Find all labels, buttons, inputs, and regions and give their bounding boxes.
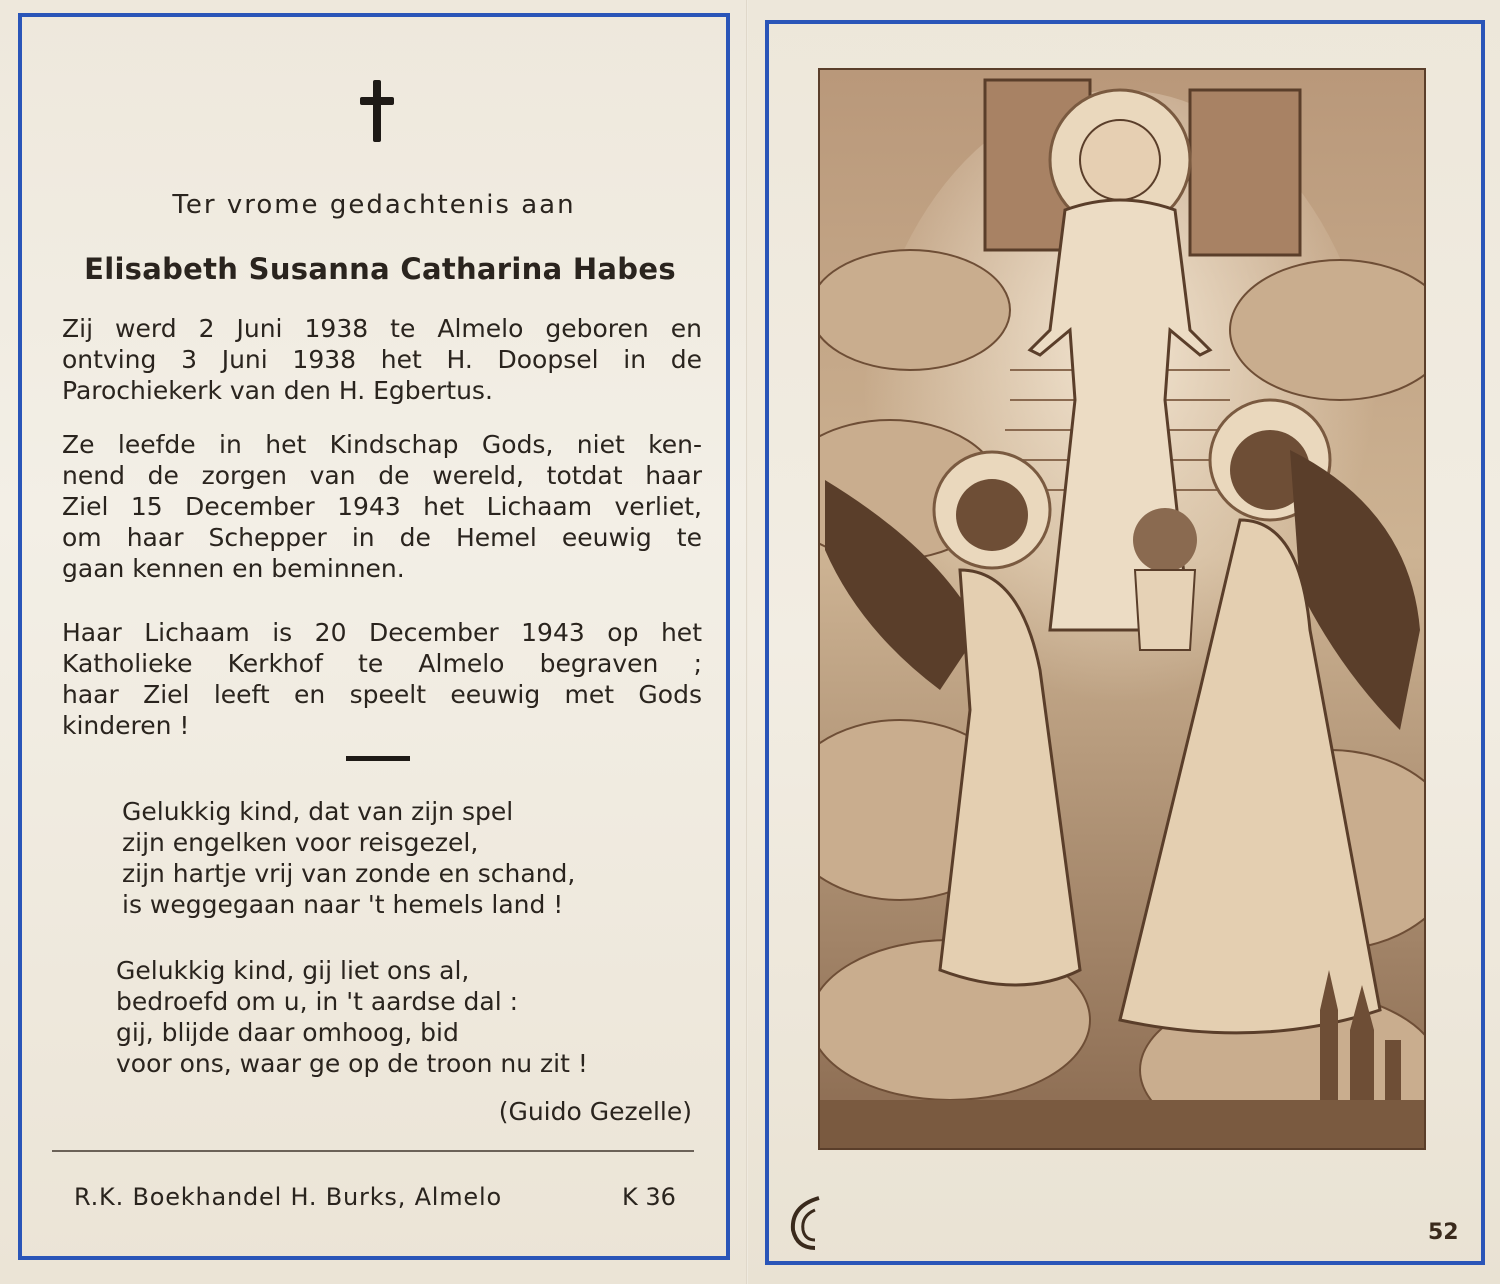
- paragraph-line: Ze leefde in het Kindschap Gods, niet ken-: [62, 430, 702, 459]
- paragraph-line: om haar Schepper in de Hemel eeuwig te: [62, 523, 702, 552]
- poem-line: Gelukkig kind, dat van zijn spel: [122, 797, 514, 826]
- sepia-illustration: [818, 68, 1426, 1150]
- poem-line: Gelukkig kind, gij liet ons al,: [116, 956, 470, 985]
- intro-text: Ter vrome gedachtenis aan: [172, 190, 576, 220]
- publisher-logo-icon: [785, 1190, 831, 1254]
- paragraph-line: Ziel 15 December 1943 het Lichaam verliet,: [62, 492, 702, 521]
- poem-line: bedroefd om u, in 't aardse dal :: [116, 987, 519, 1016]
- poem-line: gij, blijde daar omhoog, bid: [116, 1018, 459, 1047]
- paragraph-line: Katholieke Kerkhof te Almelo begraven ;: [62, 649, 702, 678]
- poem-stanza-1: [122, 796, 575, 920]
- paragraph-line: Zij werd 2 Juni 1938 te Almelo geboren en: [62, 314, 702, 343]
- paragraph-line: ontving 3 Juni 1938 het H. Doopsel in de: [62, 345, 702, 374]
- footer-rule: [52, 1150, 694, 1152]
- poem-stanza-2: [116, 955, 588, 1079]
- paragraph-line: haar Ziel leeft en speelt eeuwig met Gods: [62, 680, 702, 709]
- left-card-panel: [0, 0, 748, 1284]
- poem-line: voor ons, waar ge op de troon nu zit !: [116, 1049, 588, 1078]
- card-code: K 36: [622, 1183, 676, 1211]
- latin-cross-icon: [360, 80, 394, 142]
- paragraph-line: Haar Lichaam is 20 December 1943 op het: [62, 618, 702, 647]
- poem-author: (Guido Gezelle): [498, 1097, 692, 1126]
- paragraph-line: nend de zorgen van de wereld, totdat haar: [62, 461, 702, 490]
- poem-line: is weggegaan naar 't hemels land !: [122, 890, 564, 919]
- poem-line: zijn hartje vrij van zonde en schand,: [122, 859, 576, 888]
- paragraph-line: Parochiekerk van den H. Egbertus.: [62, 376, 493, 405]
- paragraph-line: gaan kennen en beminnen.: [62, 554, 405, 583]
- life-paragraph: [62, 429, 702, 584]
- deceased-name: Elisabeth Susanna Catharina Habes: [84, 252, 676, 286]
- paragraph-line: kinderen !: [62, 711, 190, 740]
- publisher-text: R.K. Boekhandel H. Burks, Almelo: [74, 1183, 502, 1211]
- burial-paragraph: [62, 617, 702, 741]
- poem-line: zijn engelken voor reisgezel,: [122, 828, 479, 857]
- page-number: 52: [1428, 1220, 1459, 1245]
- section-divider: [346, 756, 410, 761]
- birth-paragraph: [62, 313, 702, 406]
